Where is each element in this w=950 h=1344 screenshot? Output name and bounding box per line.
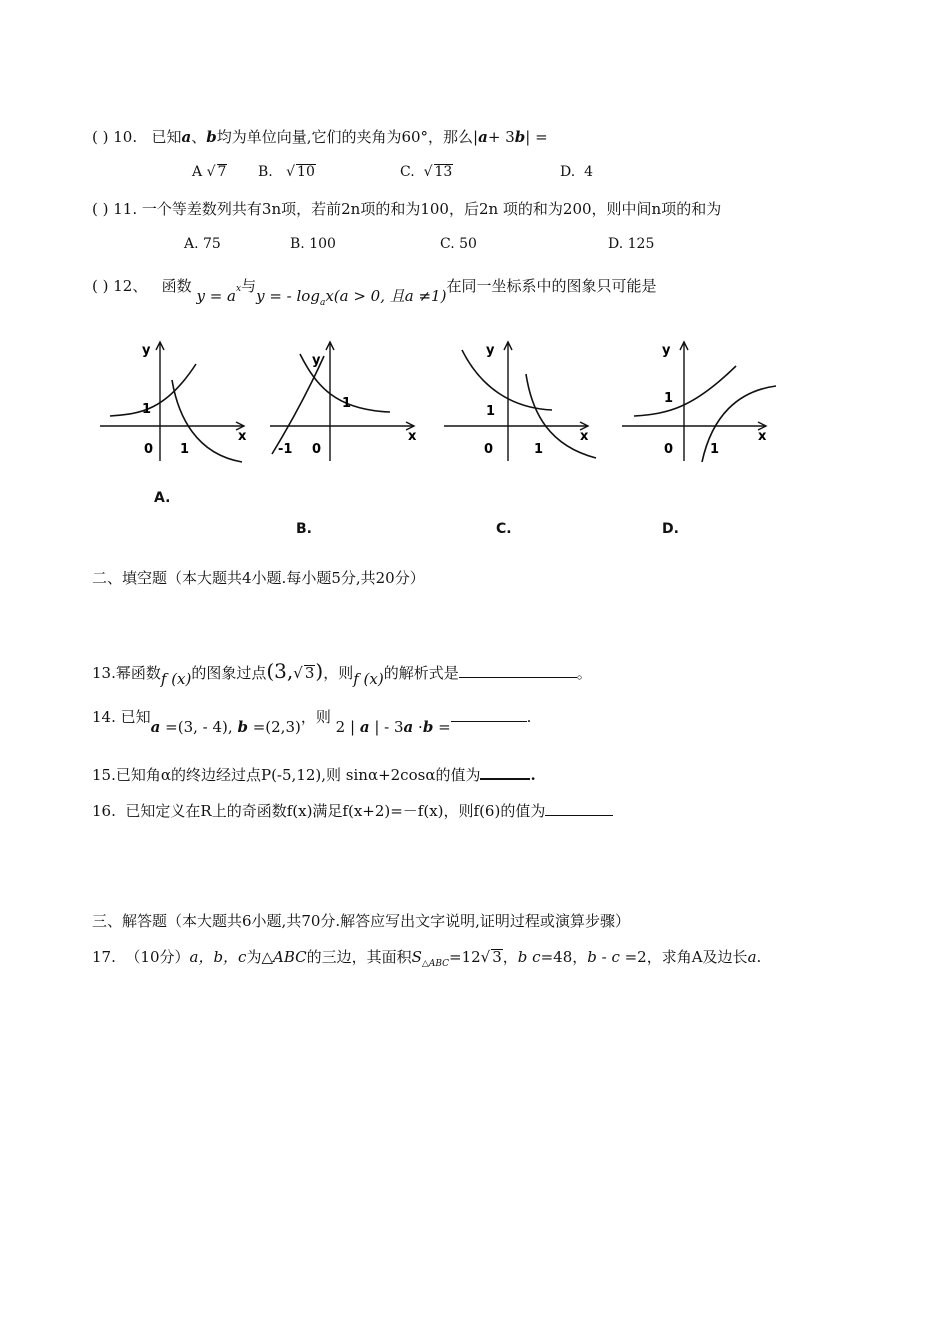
graph-c	[440, 336, 605, 466]
question-11: ( ) 11. 一个等差数列共有3n项，若前2n项的和为100，后2n 项的和为200，则中间n项的和为	[92, 200, 722, 218]
svg-text:1: 1	[534, 442, 544, 457]
option-a: A √ 7	[192, 164, 227, 180]
svg-text:1: 1	[180, 442, 190, 457]
svg-text:1: 1	[142, 402, 152, 417]
graph-caption: C.	[496, 521, 512, 537]
option-d: D. 4	[560, 164, 594, 180]
graph-caption: D.	[662, 521, 679, 537]
option-b: B. 100	[290, 236, 336, 252]
question-15: 15.已知角α的终边经过点P(-5,12),则 sinα+2cosα的值为 .	[92, 766, 536, 784]
answer-bracket: ( )	[92, 200, 109, 218]
graph-caption: B.	[296, 521, 312, 537]
svg-text:-1: -1	[278, 442, 293, 457]
question-12: ( ) 12、 函数 $y = a^x$与y = - $\log_ax(a > 0$, 且a ≠1)在同一坐标系中的图象只可能是	[92, 277, 657, 308]
option-c: C. 50	[440, 236, 477, 252]
svg-text:y: y	[312, 353, 321, 368]
svg-text:y: y	[662, 343, 671, 358]
svg-text:1: 1	[486, 404, 496, 419]
answer-bracket: ( )	[92, 277, 109, 295]
svg-text:x: x	[408, 429, 417, 444]
option-d: D. 125	[608, 236, 655, 252]
question-14: 14. 已知a =(3, - 4), b =(2,3)，则 2 | a | - 3a ·b =.	[92, 708, 532, 736]
svg-text:x: x	[238, 429, 247, 444]
svg-text:1: 1	[342, 396, 352, 411]
svg-text:1: 1	[664, 391, 674, 406]
question-10: ( ) 10. 已知a、b均为单位向量,它们的夹角为60°，那么|a+ 3b| =	[92, 128, 548, 146]
answer-blank	[451, 707, 527, 722]
question-13: 13.幂函数f (x)的图象过点(3,√ 3)，则f (x)的解析式是 。	[92, 659, 592, 688]
graph-b	[266, 336, 426, 466]
option-b: B. √ 10	[258, 164, 315, 180]
graph-d	[618, 336, 783, 466]
question-16: 16. 已知定义在R上的奇函数f(x)满足f(x+2)=－f(x)，则f(6)的值为	[92, 800, 613, 822]
answer-blank	[545, 801, 613, 816]
section-3-heading: 三、解答题（本大题共6小题,共70分.解答应写出文字说明,证明过程或演算步骤）	[92, 912, 630, 930]
svg-text:1: 1	[710, 442, 720, 457]
question-number: 10.	[113, 128, 138, 146]
svg-text:y: y	[486, 343, 495, 358]
question-17: 17. （10分）a，b，c为△ABC的三边，其面积$S_{\triangle ABC}=12√$ 3，b c=48，b - c =2，求角A及边长a.	[92, 948, 762, 969]
svg-text:0: 0	[664, 442, 674, 457]
question-number: 12、	[113, 277, 148, 295]
svg-text:x: x	[758, 429, 767, 444]
answer-bracket: ( )	[92, 128, 109, 146]
answer-blank	[480, 764, 530, 780]
svg-text:0: 0	[144, 442, 154, 457]
question-number: 11.	[113, 200, 138, 218]
svg-text:0: 0	[484, 442, 494, 457]
graph-a	[96, 336, 256, 466]
option-a: A. 75	[184, 236, 221, 252]
svg-text:0: 0	[312, 442, 322, 457]
answer-blank	[459, 663, 577, 678]
graph-caption: A.	[154, 490, 171, 506]
option-c: C. √ 13	[400, 164, 453, 180]
section-2-heading: 二、填空题（本大题共4小题.每小题5分,共20分）	[92, 569, 425, 587]
svg-text:y: y	[142, 343, 151, 358]
svg-text:x: x	[580, 429, 589, 444]
